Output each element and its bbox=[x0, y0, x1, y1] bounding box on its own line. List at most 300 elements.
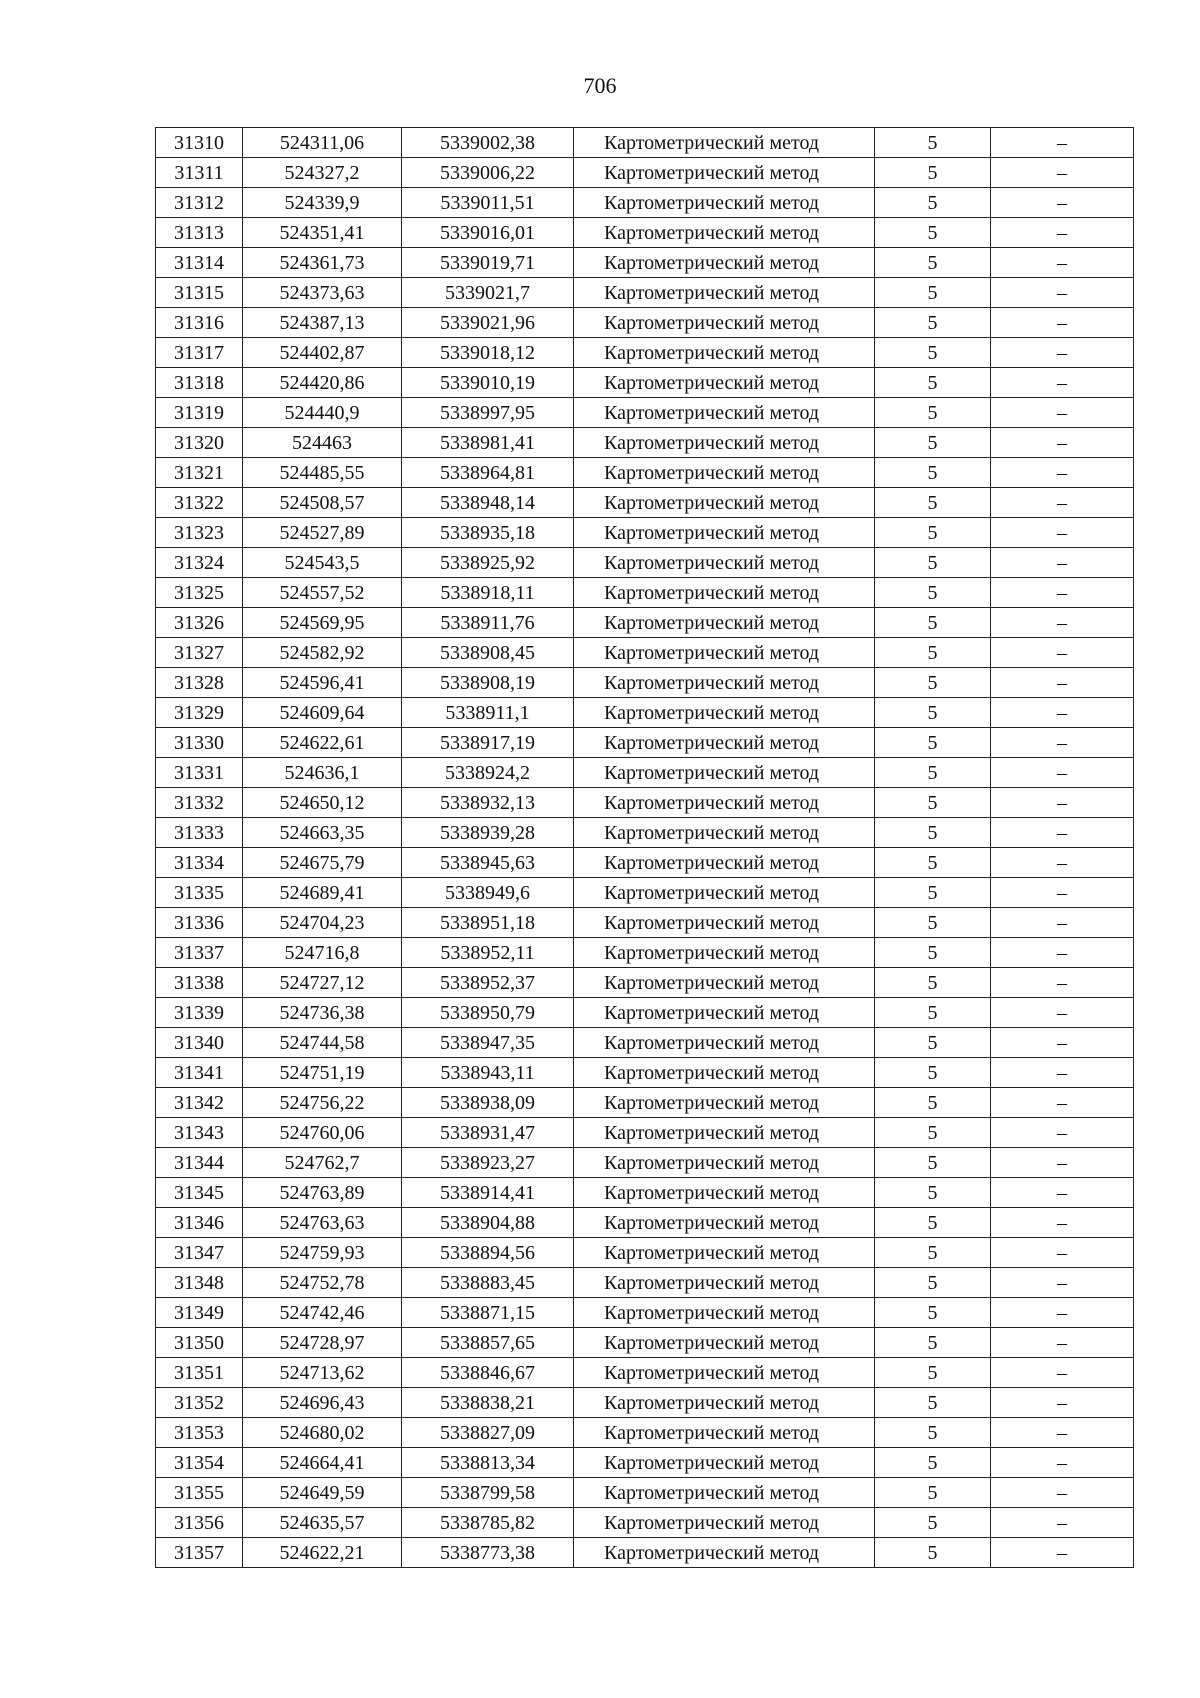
x-coordinate-cell: 524622,21 bbox=[243, 1538, 402, 1568]
x-coordinate-cell: 524663,35 bbox=[243, 818, 402, 848]
accuracy-cell: 5 bbox=[875, 1088, 991, 1118]
point-number-cell: 31340 bbox=[156, 1028, 243, 1058]
x-coordinate-cell: 524664,41 bbox=[243, 1448, 402, 1478]
y-coordinate-cell: 5338857,65 bbox=[402, 1328, 574, 1358]
description-cell: – bbox=[991, 548, 1134, 578]
y-coordinate-cell: 5339021,96 bbox=[402, 308, 574, 338]
accuracy-cell: 5 bbox=[875, 188, 991, 218]
y-coordinate-cell: 5338945,63 bbox=[402, 848, 574, 878]
description-cell: – bbox=[991, 878, 1134, 908]
x-coordinate-cell: 524373,63 bbox=[243, 278, 402, 308]
accuracy-cell: 5 bbox=[875, 1148, 991, 1178]
y-coordinate-cell: 5339011,51 bbox=[402, 188, 574, 218]
accuracy-cell: 5 bbox=[875, 398, 991, 428]
method-cell: Картометрический метод bbox=[574, 218, 875, 248]
x-coordinate-cell: 524485,55 bbox=[243, 458, 402, 488]
description-cell: – bbox=[991, 968, 1134, 998]
y-coordinate-cell: 5339018,12 bbox=[402, 338, 574, 368]
x-coordinate-cell: 524756,22 bbox=[243, 1088, 402, 1118]
table-row bbox=[156, 398, 1134, 428]
point-number-cell: 31343 bbox=[156, 1118, 243, 1148]
point-number-cell: 31310 bbox=[156, 128, 243, 158]
method-cell: Картометрический метод bbox=[574, 1508, 875, 1538]
y-coordinate-cell: 5338950,79 bbox=[402, 998, 574, 1028]
description-cell: – bbox=[991, 488, 1134, 518]
description-cell: – bbox=[991, 938, 1134, 968]
table-row bbox=[156, 1358, 1134, 1388]
method-cell: Картометрический метод bbox=[574, 1178, 875, 1208]
accuracy-cell: 5 bbox=[875, 518, 991, 548]
x-coordinate-cell: 524596,41 bbox=[243, 668, 402, 698]
table-row bbox=[156, 1538, 1134, 1568]
table-row bbox=[156, 1418, 1134, 1448]
x-coordinate-cell: 524649,59 bbox=[243, 1478, 402, 1508]
y-coordinate-cell: 5338827,09 bbox=[402, 1418, 574, 1448]
x-coordinate-cell: 524569,95 bbox=[243, 608, 402, 638]
table-row bbox=[156, 458, 1134, 488]
accuracy-cell: 5 bbox=[875, 338, 991, 368]
method-cell: Картометрический метод bbox=[574, 1118, 875, 1148]
accuracy-cell: 5 bbox=[875, 428, 991, 458]
table-row bbox=[156, 188, 1134, 218]
description-cell: – bbox=[991, 1268, 1134, 1298]
point-number-cell: 31336 bbox=[156, 908, 243, 938]
point-number-cell: 31333 bbox=[156, 818, 243, 848]
description-cell: – bbox=[991, 758, 1134, 788]
x-coordinate-cell: 524727,12 bbox=[243, 968, 402, 998]
point-number-cell: 31346 bbox=[156, 1208, 243, 1238]
table-row bbox=[156, 1448, 1134, 1478]
table-row bbox=[156, 938, 1134, 968]
accuracy-cell: 5 bbox=[875, 638, 991, 668]
x-coordinate-cell: 524387,13 bbox=[243, 308, 402, 338]
point-number-cell: 31325 bbox=[156, 578, 243, 608]
x-coordinate-cell: 524689,41 bbox=[243, 878, 402, 908]
table-row bbox=[156, 818, 1134, 848]
y-coordinate-cell: 5338923,27 bbox=[402, 1148, 574, 1178]
accuracy-cell: 5 bbox=[875, 1238, 991, 1268]
x-coordinate-cell: 524508,57 bbox=[243, 488, 402, 518]
y-coordinate-cell: 5339021,7 bbox=[402, 278, 574, 308]
y-coordinate-cell: 5338918,11 bbox=[402, 578, 574, 608]
x-coordinate-cell: 524622,61 bbox=[243, 728, 402, 758]
point-number-cell: 31329 bbox=[156, 698, 243, 728]
accuracy-cell: 5 bbox=[875, 848, 991, 878]
x-coordinate-cell: 524763,63 bbox=[243, 1208, 402, 1238]
accuracy-cell: 5 bbox=[875, 1358, 991, 1388]
accuracy-cell: 5 bbox=[875, 1118, 991, 1148]
x-coordinate-cell: 524327,2 bbox=[243, 158, 402, 188]
x-coordinate-cell: 524736,38 bbox=[243, 998, 402, 1028]
x-coordinate-cell: 524744,58 bbox=[243, 1028, 402, 1058]
method-cell: Картометрический метод bbox=[574, 728, 875, 758]
table-row bbox=[156, 308, 1134, 338]
method-cell: Картометрический метод bbox=[574, 1058, 875, 1088]
point-number-cell: 31332 bbox=[156, 788, 243, 818]
description-cell: – bbox=[991, 308, 1134, 338]
point-number-cell: 31352 bbox=[156, 1388, 243, 1418]
point-number-cell: 31345 bbox=[156, 1178, 243, 1208]
accuracy-cell: 5 bbox=[875, 968, 991, 998]
table-row bbox=[156, 758, 1134, 788]
description-cell: – bbox=[991, 248, 1134, 278]
method-cell: Картометрический метод bbox=[574, 1388, 875, 1418]
x-coordinate-cell: 524716,8 bbox=[243, 938, 402, 968]
x-coordinate-cell: 524582,92 bbox=[243, 638, 402, 668]
description-cell: – bbox=[991, 728, 1134, 758]
accuracy-cell: 5 bbox=[875, 548, 991, 578]
description-cell: – bbox=[991, 788, 1134, 818]
y-coordinate-cell: 5339002,38 bbox=[402, 128, 574, 158]
table-row bbox=[156, 518, 1134, 548]
description-cell: – bbox=[991, 1088, 1134, 1118]
description-cell: – bbox=[991, 1238, 1134, 1268]
description-cell: – bbox=[991, 848, 1134, 878]
table-row bbox=[156, 1058, 1134, 1088]
table-row bbox=[156, 488, 1134, 518]
accuracy-cell: 5 bbox=[875, 698, 991, 728]
x-coordinate-cell: 524420,86 bbox=[243, 368, 402, 398]
table-row bbox=[156, 998, 1134, 1028]
y-coordinate-cell: 5338997,95 bbox=[402, 398, 574, 428]
point-number-cell: 31322 bbox=[156, 488, 243, 518]
table-row bbox=[156, 1028, 1134, 1058]
x-coordinate-cell: 524680,02 bbox=[243, 1418, 402, 1448]
description-cell: – bbox=[991, 1178, 1134, 1208]
table-row bbox=[156, 1478, 1134, 1508]
description-cell: – bbox=[991, 1118, 1134, 1148]
point-number-cell: 31314 bbox=[156, 248, 243, 278]
y-coordinate-cell: 5338951,18 bbox=[402, 908, 574, 938]
table-row bbox=[156, 878, 1134, 908]
y-coordinate-cell: 5338908,19 bbox=[402, 668, 574, 698]
x-coordinate-cell: 524351,41 bbox=[243, 218, 402, 248]
description-cell: – bbox=[991, 158, 1134, 188]
accuracy-cell: 5 bbox=[875, 1448, 991, 1478]
accuracy-cell: 5 bbox=[875, 458, 991, 488]
accuracy-cell: 5 bbox=[875, 488, 991, 518]
y-coordinate-cell: 5338943,11 bbox=[402, 1058, 574, 1088]
table-row bbox=[156, 608, 1134, 638]
accuracy-cell: 5 bbox=[875, 308, 991, 338]
method-cell: Картометрический метод bbox=[574, 608, 875, 638]
y-coordinate-cell: 5338914,41 bbox=[402, 1178, 574, 1208]
x-coordinate-cell: 524751,19 bbox=[243, 1058, 402, 1088]
method-cell: Картометрический метод bbox=[574, 1418, 875, 1448]
table-row bbox=[156, 1088, 1134, 1118]
table-row bbox=[156, 128, 1134, 158]
point-number-cell: 31355 bbox=[156, 1478, 243, 1508]
y-coordinate-cell: 5339006,22 bbox=[402, 158, 574, 188]
accuracy-cell: 5 bbox=[875, 368, 991, 398]
y-coordinate-cell: 5338799,58 bbox=[402, 1478, 574, 1508]
accuracy-cell: 5 bbox=[875, 818, 991, 848]
point-number-cell: 31312 bbox=[156, 188, 243, 218]
table-row bbox=[156, 218, 1134, 248]
y-coordinate-cell: 5338925,92 bbox=[402, 548, 574, 578]
point-number-cell: 31353 bbox=[156, 1418, 243, 1448]
y-coordinate-cell: 5338838,21 bbox=[402, 1388, 574, 1418]
description-cell: – bbox=[991, 908, 1134, 938]
accuracy-cell: 5 bbox=[875, 248, 991, 278]
table-row bbox=[156, 1388, 1134, 1418]
description-cell: – bbox=[991, 1508, 1134, 1538]
method-cell: Картометрический метод bbox=[574, 1208, 875, 1238]
table-row bbox=[156, 908, 1134, 938]
point-number-cell: 31319 bbox=[156, 398, 243, 428]
method-cell: Картометрический метод bbox=[574, 1538, 875, 1568]
description-cell: – bbox=[991, 818, 1134, 848]
y-coordinate-cell: 5338894,56 bbox=[402, 1238, 574, 1268]
x-coordinate-cell: 524635,57 bbox=[243, 1508, 402, 1538]
point-number-cell: 31318 bbox=[156, 368, 243, 398]
y-coordinate-cell: 5338917,19 bbox=[402, 728, 574, 758]
method-cell: Картометрический метод bbox=[574, 548, 875, 578]
description-cell: – bbox=[991, 698, 1134, 728]
point-number-cell: 31337 bbox=[156, 938, 243, 968]
description-cell: – bbox=[991, 1538, 1134, 1568]
x-coordinate-cell: 524650,12 bbox=[243, 788, 402, 818]
method-cell: Картометрический метод bbox=[574, 818, 875, 848]
table-row bbox=[156, 1238, 1134, 1268]
y-coordinate-cell: 5338952,11 bbox=[402, 938, 574, 968]
x-coordinate-cell: 524339,9 bbox=[243, 188, 402, 218]
description-cell: – bbox=[991, 1328, 1134, 1358]
accuracy-cell: 5 bbox=[875, 1208, 991, 1238]
table-row bbox=[156, 1298, 1134, 1328]
y-coordinate-cell: 5339010,19 bbox=[402, 368, 574, 398]
description-cell: – bbox=[991, 1208, 1134, 1238]
method-cell: Картометрический метод bbox=[574, 1298, 875, 1328]
y-coordinate-cell: 5338911,76 bbox=[402, 608, 574, 638]
x-coordinate-cell: 524762,7 bbox=[243, 1148, 402, 1178]
description-cell: – bbox=[991, 428, 1134, 458]
y-coordinate-cell: 5338785,82 bbox=[402, 1508, 574, 1538]
point-number-cell: 31350 bbox=[156, 1328, 243, 1358]
x-coordinate-cell: 524759,93 bbox=[243, 1238, 402, 1268]
table-row bbox=[156, 668, 1134, 698]
description-cell: – bbox=[991, 398, 1134, 428]
description-cell: – bbox=[991, 638, 1134, 668]
method-cell: Картометрический метод bbox=[574, 368, 875, 398]
point-number-cell: 31347 bbox=[156, 1238, 243, 1268]
table-row bbox=[156, 1208, 1134, 1238]
method-cell: Картометрический метод bbox=[574, 1448, 875, 1478]
accuracy-cell: 5 bbox=[875, 1298, 991, 1328]
table-row bbox=[156, 1118, 1134, 1148]
point-number-cell: 31334 bbox=[156, 848, 243, 878]
accuracy-cell: 5 bbox=[875, 1028, 991, 1058]
method-cell: Картометрический метод bbox=[574, 848, 875, 878]
table-row bbox=[156, 368, 1134, 398]
y-coordinate-cell: 5338883,45 bbox=[402, 1268, 574, 1298]
accuracy-cell: 5 bbox=[875, 1178, 991, 1208]
method-cell: Картометрический метод bbox=[574, 1358, 875, 1388]
y-coordinate-cell: 5338932,13 bbox=[402, 788, 574, 818]
y-coordinate-cell: 5338846,67 bbox=[402, 1358, 574, 1388]
point-number-cell: 31324 bbox=[156, 548, 243, 578]
x-coordinate-cell: 524696,43 bbox=[243, 1388, 402, 1418]
y-coordinate-cell: 5338948,14 bbox=[402, 488, 574, 518]
description-cell: – bbox=[991, 1298, 1134, 1328]
method-cell: Картометрический метод bbox=[574, 578, 875, 608]
y-coordinate-cell: 5338931,47 bbox=[402, 1118, 574, 1148]
y-coordinate-cell: 5338911,1 bbox=[402, 698, 574, 728]
table-row bbox=[156, 1268, 1134, 1298]
table-row bbox=[156, 248, 1134, 278]
accuracy-cell: 5 bbox=[875, 908, 991, 938]
x-coordinate-cell: 524402,87 bbox=[243, 338, 402, 368]
description-cell: – bbox=[991, 1388, 1134, 1418]
coordinates-table-body bbox=[156, 128, 1134, 1568]
table-row bbox=[156, 728, 1134, 758]
description-cell: – bbox=[991, 128, 1134, 158]
x-coordinate-cell: 524311,06 bbox=[243, 128, 402, 158]
table-row bbox=[156, 788, 1134, 818]
method-cell: Картометрический метод bbox=[574, 278, 875, 308]
point-number-cell: 31357 bbox=[156, 1538, 243, 1568]
accuracy-cell: 5 bbox=[875, 728, 991, 758]
point-number-cell: 31331 bbox=[156, 758, 243, 788]
method-cell: Картометрический метод bbox=[574, 1148, 875, 1178]
y-coordinate-cell: 5338952,37 bbox=[402, 968, 574, 998]
point-number-cell: 31341 bbox=[156, 1058, 243, 1088]
accuracy-cell: 5 bbox=[875, 668, 991, 698]
accuracy-cell: 5 bbox=[875, 1418, 991, 1448]
coordinates-table bbox=[155, 127, 1134, 1568]
x-coordinate-cell: 524728,97 bbox=[243, 1328, 402, 1358]
method-cell: Картометрический метод bbox=[574, 428, 875, 458]
description-cell: – bbox=[991, 188, 1134, 218]
accuracy-cell: 5 bbox=[875, 1268, 991, 1298]
point-number-cell: 31328 bbox=[156, 668, 243, 698]
method-cell: Картометрический метод bbox=[574, 188, 875, 218]
point-number-cell: 31317 bbox=[156, 338, 243, 368]
accuracy-cell: 5 bbox=[875, 1538, 991, 1568]
table-row bbox=[156, 698, 1134, 728]
description-cell: – bbox=[991, 668, 1134, 698]
x-coordinate-cell: 524675,79 bbox=[243, 848, 402, 878]
point-number-cell: 31315 bbox=[156, 278, 243, 308]
x-coordinate-cell: 524763,89 bbox=[243, 1178, 402, 1208]
method-cell: Картометрический метод bbox=[574, 638, 875, 668]
point-number-cell: 31342 bbox=[156, 1088, 243, 1118]
description-cell: – bbox=[991, 1148, 1134, 1178]
y-coordinate-cell: 5338935,18 bbox=[402, 518, 574, 548]
method-cell: Картометрический метод bbox=[574, 698, 875, 728]
y-coordinate-cell: 5338773,38 bbox=[402, 1538, 574, 1568]
y-coordinate-cell: 5338908,45 bbox=[402, 638, 574, 668]
method-cell: Картометрический метод bbox=[574, 908, 875, 938]
x-coordinate-cell: 524527,89 bbox=[243, 518, 402, 548]
accuracy-cell: 5 bbox=[875, 278, 991, 308]
x-coordinate-cell: 524557,52 bbox=[243, 578, 402, 608]
table-row bbox=[156, 638, 1134, 668]
table-row bbox=[156, 578, 1134, 608]
method-cell: Картометрический метод bbox=[574, 458, 875, 488]
x-coordinate-cell: 524609,64 bbox=[243, 698, 402, 728]
y-coordinate-cell: 5338924,2 bbox=[402, 758, 574, 788]
table-row bbox=[156, 1178, 1134, 1208]
y-coordinate-cell: 5338813,34 bbox=[402, 1448, 574, 1478]
method-cell: Картометрический метод bbox=[574, 1238, 875, 1268]
table-row bbox=[156, 1508, 1134, 1538]
method-cell: Картометрический метод bbox=[574, 968, 875, 998]
method-cell: Картометрический метод bbox=[574, 878, 875, 908]
x-coordinate-cell: 524713,62 bbox=[243, 1358, 402, 1388]
y-coordinate-cell: 5338871,15 bbox=[402, 1298, 574, 1328]
accuracy-cell: 5 bbox=[875, 218, 991, 248]
table-row bbox=[156, 338, 1134, 368]
description-cell: – bbox=[991, 338, 1134, 368]
y-coordinate-cell: 5338949,6 bbox=[402, 878, 574, 908]
point-number-cell: 31349 bbox=[156, 1298, 243, 1328]
method-cell: Картометрический метод bbox=[574, 938, 875, 968]
y-coordinate-cell: 5338938,09 bbox=[402, 1088, 574, 1118]
point-number-cell: 31326 bbox=[156, 608, 243, 638]
description-cell: – bbox=[991, 1448, 1134, 1478]
table-row bbox=[156, 968, 1134, 998]
point-number-cell: 31321 bbox=[156, 458, 243, 488]
x-coordinate-cell: 524742,46 bbox=[243, 1298, 402, 1328]
x-coordinate-cell: 524463 bbox=[243, 428, 402, 458]
accuracy-cell: 5 bbox=[875, 758, 991, 788]
point-number-cell: 31335 bbox=[156, 878, 243, 908]
method-cell: Картометрический метод bbox=[574, 518, 875, 548]
method-cell: Картометрический метод bbox=[574, 1478, 875, 1508]
description-cell: – bbox=[991, 278, 1134, 308]
point-number-cell: 31348 bbox=[156, 1268, 243, 1298]
point-number-cell: 31323 bbox=[156, 518, 243, 548]
table-row bbox=[156, 548, 1134, 578]
x-coordinate-cell: 524704,23 bbox=[243, 908, 402, 938]
method-cell: Картометрический метод bbox=[574, 248, 875, 278]
accuracy-cell: 5 bbox=[875, 878, 991, 908]
accuracy-cell: 5 bbox=[875, 1388, 991, 1418]
description-cell: – bbox=[991, 1418, 1134, 1448]
description-cell: – bbox=[991, 368, 1134, 398]
method-cell: Картометрический метод bbox=[574, 668, 875, 698]
description-cell: – bbox=[991, 1058, 1134, 1088]
accuracy-cell: 5 bbox=[875, 1478, 991, 1508]
x-coordinate-cell: 524543,5 bbox=[243, 548, 402, 578]
method-cell: Картометрический метод bbox=[574, 398, 875, 428]
point-number-cell: 31344 bbox=[156, 1148, 243, 1178]
accuracy-cell: 5 bbox=[875, 998, 991, 1028]
y-coordinate-cell: 5338904,88 bbox=[402, 1208, 574, 1238]
table-row bbox=[156, 1148, 1134, 1178]
description-cell: – bbox=[991, 1028, 1134, 1058]
method-cell: Картометрический метод bbox=[574, 128, 875, 158]
point-number-cell: 31320 bbox=[156, 428, 243, 458]
point-number-cell: 31351 bbox=[156, 1358, 243, 1388]
y-coordinate-cell: 5338981,41 bbox=[402, 428, 574, 458]
accuracy-cell: 5 bbox=[875, 788, 991, 818]
method-cell: Картометрический метод bbox=[574, 1088, 875, 1118]
point-number-cell: 31311 bbox=[156, 158, 243, 188]
method-cell: Картометрический метод bbox=[574, 1268, 875, 1298]
accuracy-cell: 5 bbox=[875, 1058, 991, 1088]
y-coordinate-cell: 5339019,71 bbox=[402, 248, 574, 278]
x-coordinate-cell: 524760,06 bbox=[243, 1118, 402, 1148]
description-cell: – bbox=[991, 998, 1134, 1028]
table-row bbox=[156, 158, 1134, 188]
point-number-cell: 31316 bbox=[156, 308, 243, 338]
method-cell: Картометрический метод bbox=[574, 1028, 875, 1058]
point-number-cell: 31356 bbox=[156, 1508, 243, 1538]
x-coordinate-cell: 524636,1 bbox=[243, 758, 402, 788]
y-coordinate-cell: 5338939,28 bbox=[402, 818, 574, 848]
